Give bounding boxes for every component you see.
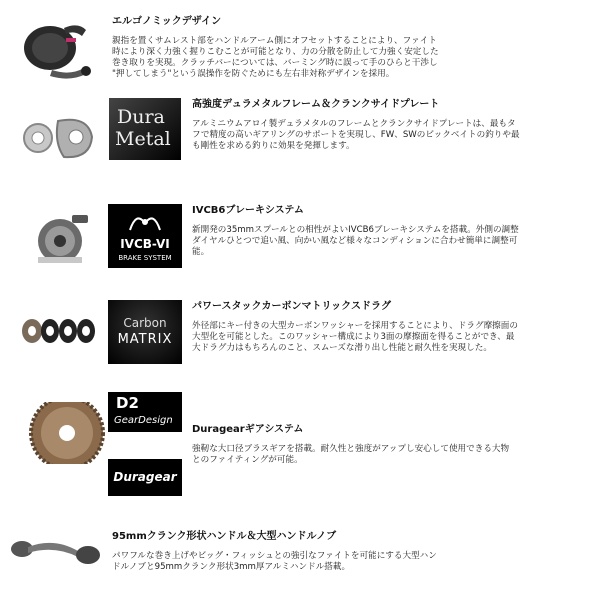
feature-durametal xyxy=(0,95,600,190)
logo-text: Duragear xyxy=(113,470,177,484)
description-line: 新開発の35mmスプールとの相性がよいIVCB6ブレーキシステムを搭載。外側の調整 xyxy=(192,225,519,235)
feature-ergonomic xyxy=(0,0,600,90)
handle-image xyxy=(8,533,102,569)
feature-title: IVCB6ブレーキシステム xyxy=(192,205,304,216)
logo-text: D2 xyxy=(116,394,139,412)
description-line: 親指を置くサムレスト部をハンドルアーム側にオフセットすることにより、ファイト xyxy=(112,36,437,46)
description-line: ダイヤルひとつで追い風、向かい風など様々なコンディションに合わせ簡単に調整可 xyxy=(192,236,518,246)
feature-description xyxy=(192,321,518,354)
feature-description xyxy=(112,551,437,573)
description-line: も剛性を求める釣りに効果を発揮します。 xyxy=(192,141,355,151)
logo-text: Carbon xyxy=(123,316,167,330)
feature-duragear xyxy=(0,388,600,498)
frame-parts-image xyxy=(18,113,100,163)
brass-gear-image xyxy=(5,402,105,464)
logo-text: IVCB-VI xyxy=(120,237,170,251)
description-line: パワフルな巻き上げやビッグ・フィッシュとの強引なファイトを可能にする大型ハン xyxy=(112,551,437,561)
logo-text: Dura xyxy=(117,106,165,128)
description-line: フで精度の高いギアリングのサポートを実現し、FW、SWのビックベイトの釣りや最 xyxy=(192,130,520,140)
description-line: 大型化を可能とした。このワッシャー構成により3面の摩擦面を得ることができ、最 xyxy=(192,332,515,342)
feature-carbon-matrix xyxy=(0,295,600,390)
description-line: 巻き取りを実現。クラッチバーについては、バーミング時に誤って手のひらと干渉し xyxy=(112,58,438,68)
description-line: 強靭な大口径ブラスギアを搭載。耐久性と強度がアップし安心して使用できる大物 xyxy=(192,444,510,454)
feature-title: パワースタックカーボンマトリックスドラグ xyxy=(192,301,391,312)
description-line: アルミニウムアロイ製デュラメタルのフレームとクランクサイドプレートは、最もタ xyxy=(192,119,516,129)
logo-text: BRAKE SYSTEM xyxy=(118,254,172,262)
brake-emblem-icon xyxy=(126,208,164,234)
feature-title: Duragearギアシステム xyxy=(192,424,304,435)
feature-description xyxy=(192,225,519,258)
description-line: "押してしまう"という誤操作を防ぐためにも左右非対称デザインを採用。 xyxy=(112,69,395,79)
ivcb6-logo xyxy=(108,204,182,268)
carbon-matrix-logo xyxy=(108,300,182,364)
gear-design-logo xyxy=(108,392,182,432)
feature-ivcb6 xyxy=(0,195,600,290)
feature-description xyxy=(112,36,439,80)
reel-thumbnail-image xyxy=(12,10,92,80)
duragear-logo xyxy=(108,459,182,496)
description-line: 能。 xyxy=(192,247,210,257)
feature-title: エルゴノミックデザイン xyxy=(112,16,222,27)
description-line: ドルノブと95mmクランク形状3mm厚アルミハンドル搭載。 xyxy=(112,562,351,572)
drag-washers-image xyxy=(20,317,102,345)
feature-title: 高強度デュラメタルフレーム＆クランクサイドプレート xyxy=(192,99,440,110)
logo-text: GearDesign xyxy=(114,415,173,426)
feature-description xyxy=(192,444,509,466)
durametal-logo xyxy=(109,98,181,160)
logo-text: Metal xyxy=(115,128,171,150)
feature-description xyxy=(192,119,520,152)
description-line: 大ドラグ力はもちろんのこと、スムーズな滑り出し性能と耐久性を実現した。 xyxy=(192,343,492,353)
brake-system-image xyxy=(22,207,98,269)
feature-title: 95mmクランク形状ハンドル＆大型ハンドルノブ xyxy=(112,531,337,542)
description-line: とのファイティングが可能。 xyxy=(192,455,303,465)
feature-handle xyxy=(0,515,600,600)
logo-text: MATRIX xyxy=(117,332,173,347)
description-line: 時により深く力強く握りこむことが可能となり、力の分散を防止して力強く安定した xyxy=(112,47,439,57)
description-line: 外径部にキー付きの大型カーボンワッシャーを採用することにより、ドラグ摩擦面の xyxy=(192,321,518,331)
